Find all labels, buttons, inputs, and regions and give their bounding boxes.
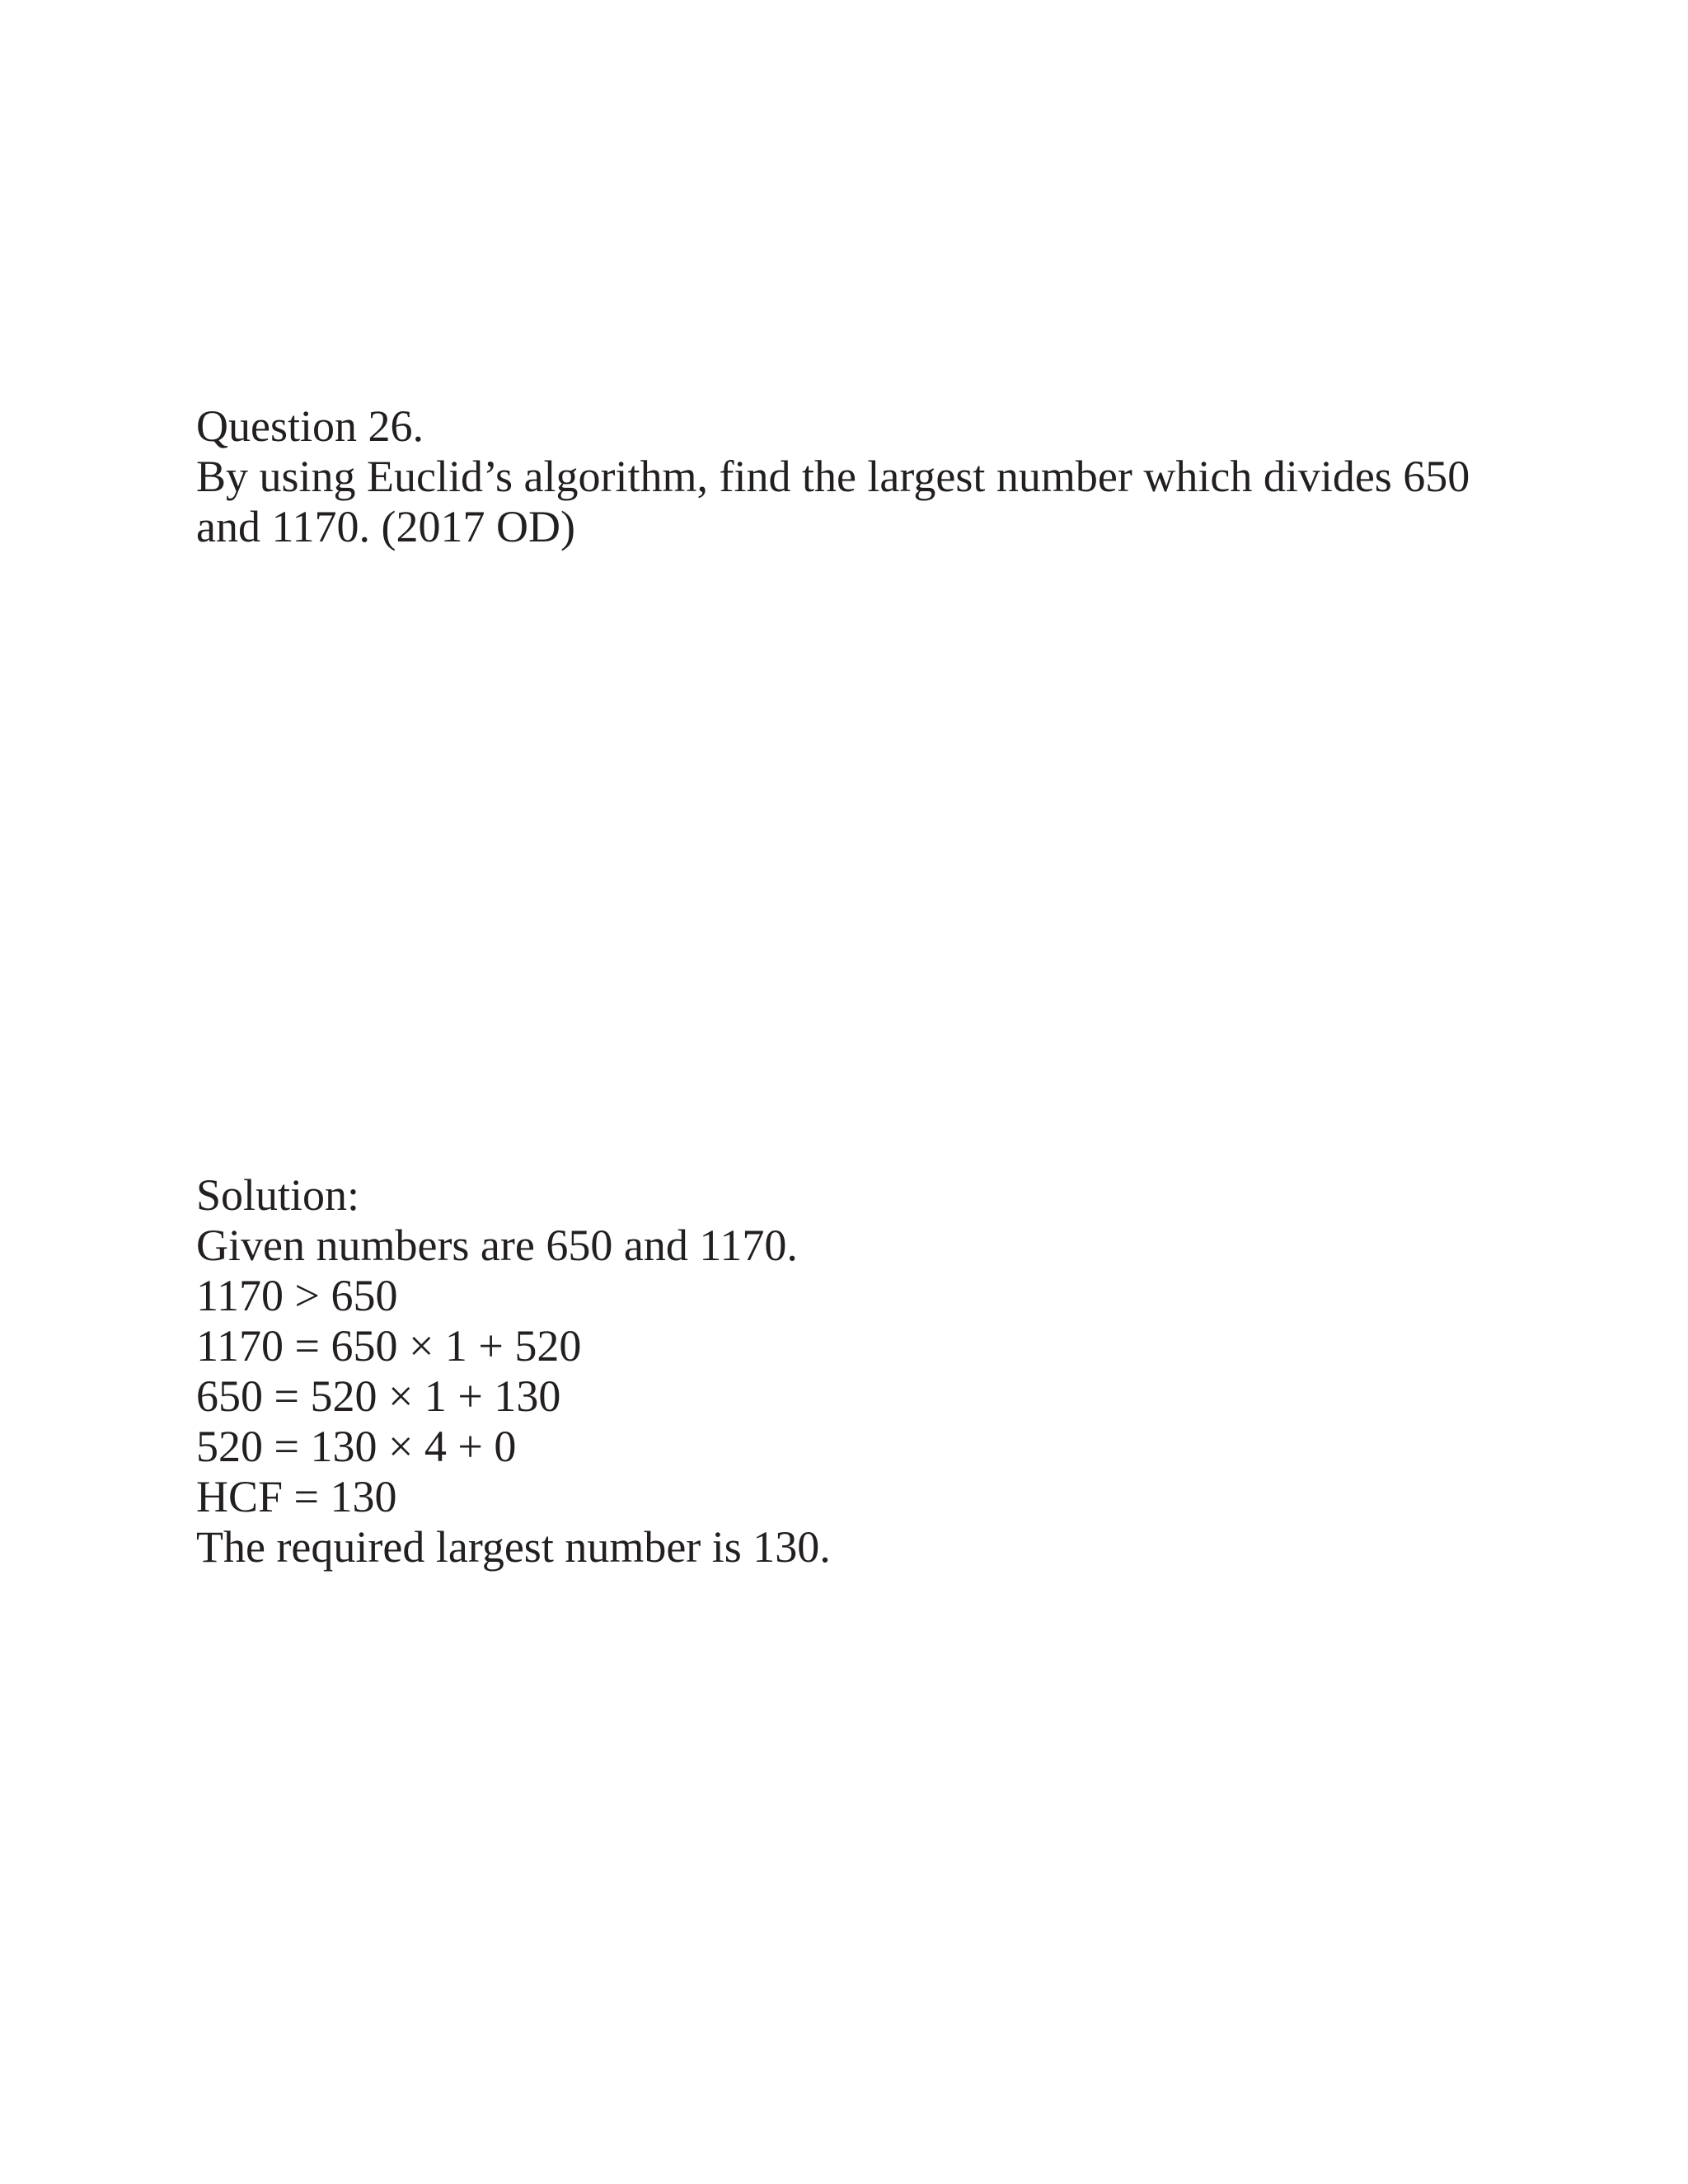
question-block: [196, 401, 1531, 552]
solution-line-compare: 1170 > 650: [196, 1271, 398, 1320]
solution-block: [196, 1170, 1531, 1572]
solution-heading: Solution:: [196, 1170, 360, 1220]
question-heading: Question 26.: [196, 401, 424, 451]
question-text-line-2: and 1170. (2017 OD): [196, 502, 575, 551]
solution-line-hcf: HCF = 130: [196, 1472, 397, 1521]
solution-line-step-2: 650 = 520 × 1 + 130: [196, 1371, 561, 1421]
solution-line-answer: The required largest number is 130.: [196, 1522, 831, 1572]
solution-line-step-1: 1170 = 650 × 1 + 520: [196, 1321, 582, 1371]
solution-line-step-3: 520 = 130 × 4 + 0: [196, 1422, 517, 1471]
solution-line-given: Given numbers are 650 and 1170.: [196, 1221, 798, 1270]
question-text-line-1: By using Euclid’s algorithm, find the largest number which divides 650: [196, 452, 1470, 501]
